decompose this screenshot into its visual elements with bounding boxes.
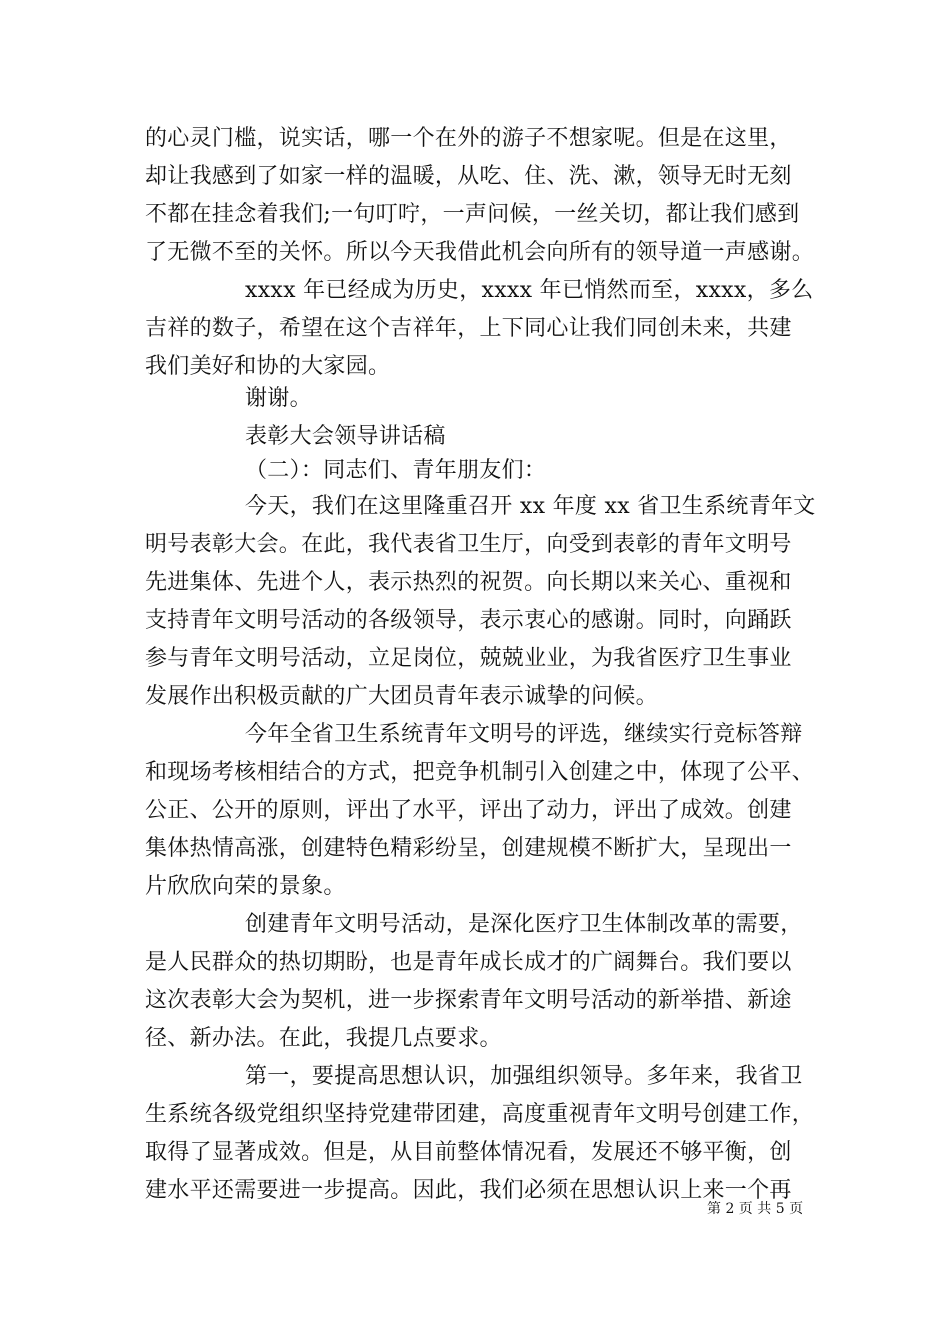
text-line: （二）：同志们、青年朋友们： xyxy=(245,458,547,483)
text-line: 不都在挂念着我们;一句叮咛，一声问候，一丝关切，都让我们感到 xyxy=(145,202,800,227)
text-line: 明号表彰大会。在此，我代表省卫生厅，向受到表彰的青年文明号 xyxy=(145,532,792,557)
text-line: 和现场考核相结合的方式，把竞争机制引入创建之中，体现了公平、 xyxy=(145,760,815,785)
text-line: 支持青年文明号活动的各级领导，表示衷心的感谢。同时，向踊跃 xyxy=(145,608,792,633)
text-line: 创建青年文明号活动，是深化医疗卫生体制改革的需要， xyxy=(245,912,803,937)
text-line: 生系统各级党组织坚持党建带团建，高度重视青年文明号创建工作， xyxy=(145,1102,815,1127)
text-line: 谢谢。 xyxy=(245,386,312,411)
text-line: 今年全省卫生系统青年文明号的评选，继续实行竞标答辩 xyxy=(245,722,803,747)
text-line: 我们美好和协的大家园。 xyxy=(145,354,391,379)
text-line: 径、新办法。在此，我提几点要求。 xyxy=(145,1026,502,1051)
text-line: 片欣欣向荣的景象。 xyxy=(145,874,346,899)
text-line: 吉祥的数子，希望在这个吉祥年，上下同心让我们同创未来，共建 xyxy=(145,316,792,341)
section-heading: 表彰大会领导讲话稿 xyxy=(245,424,446,449)
text-line: 第一，要提高思想认识，加强组织领导。多年来，我省卫 xyxy=(245,1064,803,1089)
text-line: 的心灵门槛，说实话，哪一个在外的游子不想家呢。但是在这里， xyxy=(145,126,792,151)
text-line: xxxx 年已经成为历史，xxxx 年已悄然而至，xxxx，多么 xyxy=(245,278,814,303)
text-line: 建水平还需要进一步提高。因此，我们必须在思想认识上来一个再 xyxy=(145,1178,792,1203)
text-line: 参与青年文明号活动，立足岗位，兢兢业业，为我省医疗卫生事业 xyxy=(145,646,792,671)
text-line: 集体热情高涨，创建特色精彩纷呈，创建规模不断扩大，呈现出一 xyxy=(145,836,792,861)
text-line: 发展作出积极贡献的广大团员青年表示诚挚的问候。 xyxy=(145,684,658,709)
text-line: 公正、公开的原则，评出了水平，评出了动力，评出了成效。创建 xyxy=(145,798,792,823)
text-line: 却让我感到了如家一样的温暖，从吃、住、洗、漱，领导无时无刻 xyxy=(145,164,792,189)
text-line: 取得了显著成效。但是，从目前整体情况看，发展还不够平衡，创 xyxy=(145,1140,792,1165)
text-line: 先进集体、先进个人，表示热烈的祝贺。向长期以来关心、重视和 xyxy=(145,570,792,595)
text-line: 了无微不至的关怀。所以今天我借此机会向所有的领导道一声感谢。 xyxy=(145,240,815,265)
text-line: 这次表彰大会为契机，进一步探索青年文明号活动的新举措、新途 xyxy=(145,988,792,1013)
text-line: 是人民群众的热切期盼，也是青年成长成才的广阔舞台。我们要以 xyxy=(145,950,792,975)
text-line: 今天，我们在这里隆重召开 xx 年度 xx 省卫生系统青年文 xyxy=(245,494,816,519)
page-number-footer: 第 2 页 共 5 页 xyxy=(707,1201,804,1217)
